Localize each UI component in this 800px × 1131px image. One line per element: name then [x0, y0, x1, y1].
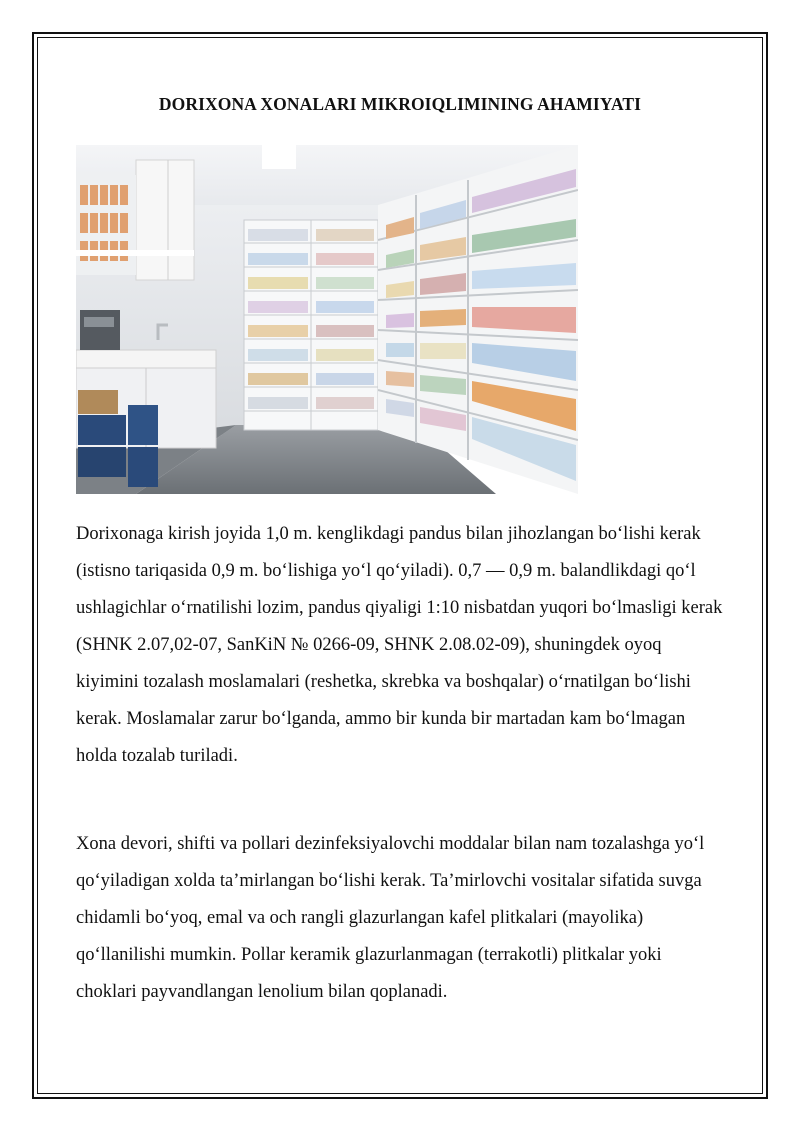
- paragraph-1: Dorixonaga kirish joyida 1,0 m. kenglikdagi pandus bilan jihozlangan bo‘lishi kerak (istisno tariqasida 0,9 m. bo‘lishiga yo‘l qo‘yiladi). 0,7 — 0,9 m. balandlikdagi qo‘l ushlagichlar o‘rnatilishi lozim, pandus qiyaligi 1:10 nisbatdan yuqori bo‘lmasligi kerak (SHNK 2.07,02-07, SanKiN № 0266-09, SHNK 2.08.02-09), shuningdek oyoq kiyimini tozalash moslamalari (reshetka, skrebka va boshqalar) o‘rnatilgan bo‘lishi kerak. Moslamalar zarur bo‘lganda, ammo bir kunda bir martadan kam bo‘lmagan holda tozalab turiladi.: [76, 524, 723, 766]
- paragraph-2: Xona devori, shifti va pollari dezinfeksiyalovchi moddalar bilan nam tozalashga yo‘l qo‘yiladigan xolda ta’mirlangan bo‘lishi kerak. Ta’mirlovchi vositalar sifatida suvga chidamli bo‘yoq, emal va och rangli glazurlangan kafel plitkalari (mayolika) qo‘llanilishi mumkin. Pollar keramik glazurlanmagan (terrakotli) plitkalar yoki choklari payvandlangan lenolium bilan qoplanadi.: [76, 834, 705, 1002]
- pharmacy-storage-room-photo: [76, 145, 578, 494]
- page-title: DORIXONA XONALARI MIKROIQLIMINING AHAMIYATI: [158, 94, 642, 114]
